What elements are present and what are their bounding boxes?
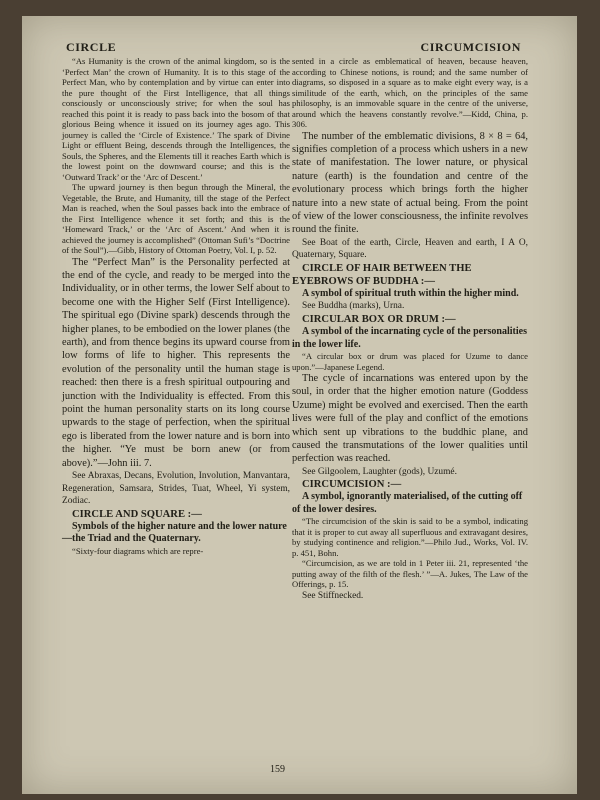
- running-head-right: CIRCUMCISION: [420, 40, 521, 54]
- quote-paragraph: sented in a circle as emblematical of heaven, because heaven, according to Chinese notions, is round; and the same number of diagrams, so disposed in a square as to make eight every way, is a similitude of the earth, which, on the principles of the same philosophy, is an immovable square in the centre of the universe, around which the heavens constantly revolve.”—Kidd, China, p. 306.: [292, 56, 528, 129]
- entry-heading: CIRCUMCISION :—: [302, 479, 402, 491]
- entry-definition: A symbol of spiritual truth within the higher mind.: [302, 287, 519, 299]
- see-also: See Abraxas, Decans, Evolution, Involution, Manvantara, Regeneration, Samsara, Strides, Tuat, Wheel, Yi system, Zodiac.: [62, 471, 290, 507]
- body-paragraph: The cycle of incarnations was entered upon by the soul, in order that the higher emotion nature (Goddess Uzume) might be evolved and exercised. Then the earth lives were full of the play and conflict of the emotions which sent up vibrations to the buddhic plane, and caused the transmutations of the lower qualities until perfection was reached.: [292, 373, 528, 465]
- quote-paragraph: “As Humanity is the crown of the animal kingdom, so is the ‘Perfect Man’ the crown of Humanity. It is to this stage of the Perfect Man, who by contemplation and by virtue can enter into the pure thought of the First Intelligence, that all things consciously or unconsciously strive; for when the soul has reached this point it is ready to pass back into the bosom of that glorious Being whence it issued on its journey ages ago. This journey is called the ‘Circle of Existence.’ The spark of Divine Light or effluent Being, descends through the Intelligences, the Souls, the Spheres, and the Elements till it reaches Earth which is the lowest point on the downward course; and this is the ‘Outward Track’ or the ‘Arc of Descent.’: [62, 56, 290, 182]
- entry-heading: CIRCLE AND SQUARE :—: [72, 508, 202, 520]
- body-paragraph: The “Perfect Man” is the Personality perfected at the end of the cycle, and ready to be merged into the Individuality, or in other terms, the lower Self about to become one with the Higher Self (First Intelligence). The spiritual ego (Divine spark) descends through the higher planes, to be embodied on the lower planes (the earth), and from thence begins its upward course from low forms of life to higher. This represents the evolution of the personality until the human stage is reached: then there is a fresh spiritual outpouring and junction with the Individuality is effected. From this point the human personality starts on its long course upwards to the stage of perfection, when the spiritual ego is liberated from the lower nature and is born into the higher. “Ye must be born anew (or from above).”—John iii. 7.: [62, 256, 290, 469]
- running-head-left: CIRCLE: [66, 40, 117, 54]
- quote-paragraph: “Circumcision, as we are told in 1 Peter iii. 21, represented ‘the putting away of the filth of the flesh.’ ”—A. Jukes, The Law of the Offerings, p. 15.: [292, 558, 528, 590]
- see-also: See Buddha (marks), Urna.: [302, 301, 405, 312]
- quote-paragraph: “Sixty-four diagrams which are repre-: [72, 545, 204, 556]
- entry-heading: CIRCULAR BOX OR DRUM :—: [302, 314, 456, 326]
- see-also: See Stiffnecked.: [302, 590, 364, 601]
- entry-definition: Symbols of the higher nature and the lower nature—the Triad and the Quaternary.: [62, 520, 287, 545]
- quote-paragraph: The upward journey is then begun through the Mineral, the Vegetable, the Brute, and Humanity, till the stage of the Perfect Man is reached, when the Soul passes back into the embrace of the First Intelligence whence it set forth; and this is the ‘Homeward Track,’ or the ‘Arc of Ascent.’ And when it is achieved the journey is accomplished” (Ottoman Sufi’s “Doctrine of the Soul”).—Gibb, History of Ottoman Poetry, Vol. I, p. 52.: [62, 182, 290, 255]
- entry-definition: A symbol, ignorantly materialised, of the cutting off of the lower desires.: [292, 491, 523, 515]
- page-number: 159: [270, 764, 285, 775]
- entry-heading: CIRCLE OF HAIR BETWEEN THE EYEBROWS OF BUDDHA :—: [292, 262, 472, 287]
- book-page: [22, 16, 577, 794]
- body-paragraph: The number of the emblematic divisions, 8 × 8 = 64, signifies completion of a process which ushers in a new state of manifestation. The lower nature, or physical nature (earth) is the foundation and centre of the evolutionary process which brings forth the higher nature into a new state of actual being. From the point of view of the lower consciousness, the infinite revolves round the finite.: [292, 130, 528, 236]
- quote-paragraph: “A circular box or drum was placed for Uzume to dance upon.”—Japanese Legend.: [292, 351, 528, 372]
- see-also: See Gilgoolem, Laughter (gods), Uzumé.: [302, 466, 457, 477]
- see-also: See Boat of the earth, Circle, Heaven and earth, I A O, Quaternary, Square.: [292, 237, 528, 261]
- left-column: [62, 56, 290, 556]
- right-column: [292, 56, 528, 603]
- entry-definition: A symbol of the incarnating cycle of the personalities in the lower life.: [292, 326, 527, 350]
- quote-paragraph: “The circumcision of the skin is said to be a symbol, indicating that it is proper to cut away all superfluous and extravagant desires, by studying continence and religion.”—Philo Jud., Works, Vol. IV. p. 451, Bohn.: [292, 516, 528, 558]
